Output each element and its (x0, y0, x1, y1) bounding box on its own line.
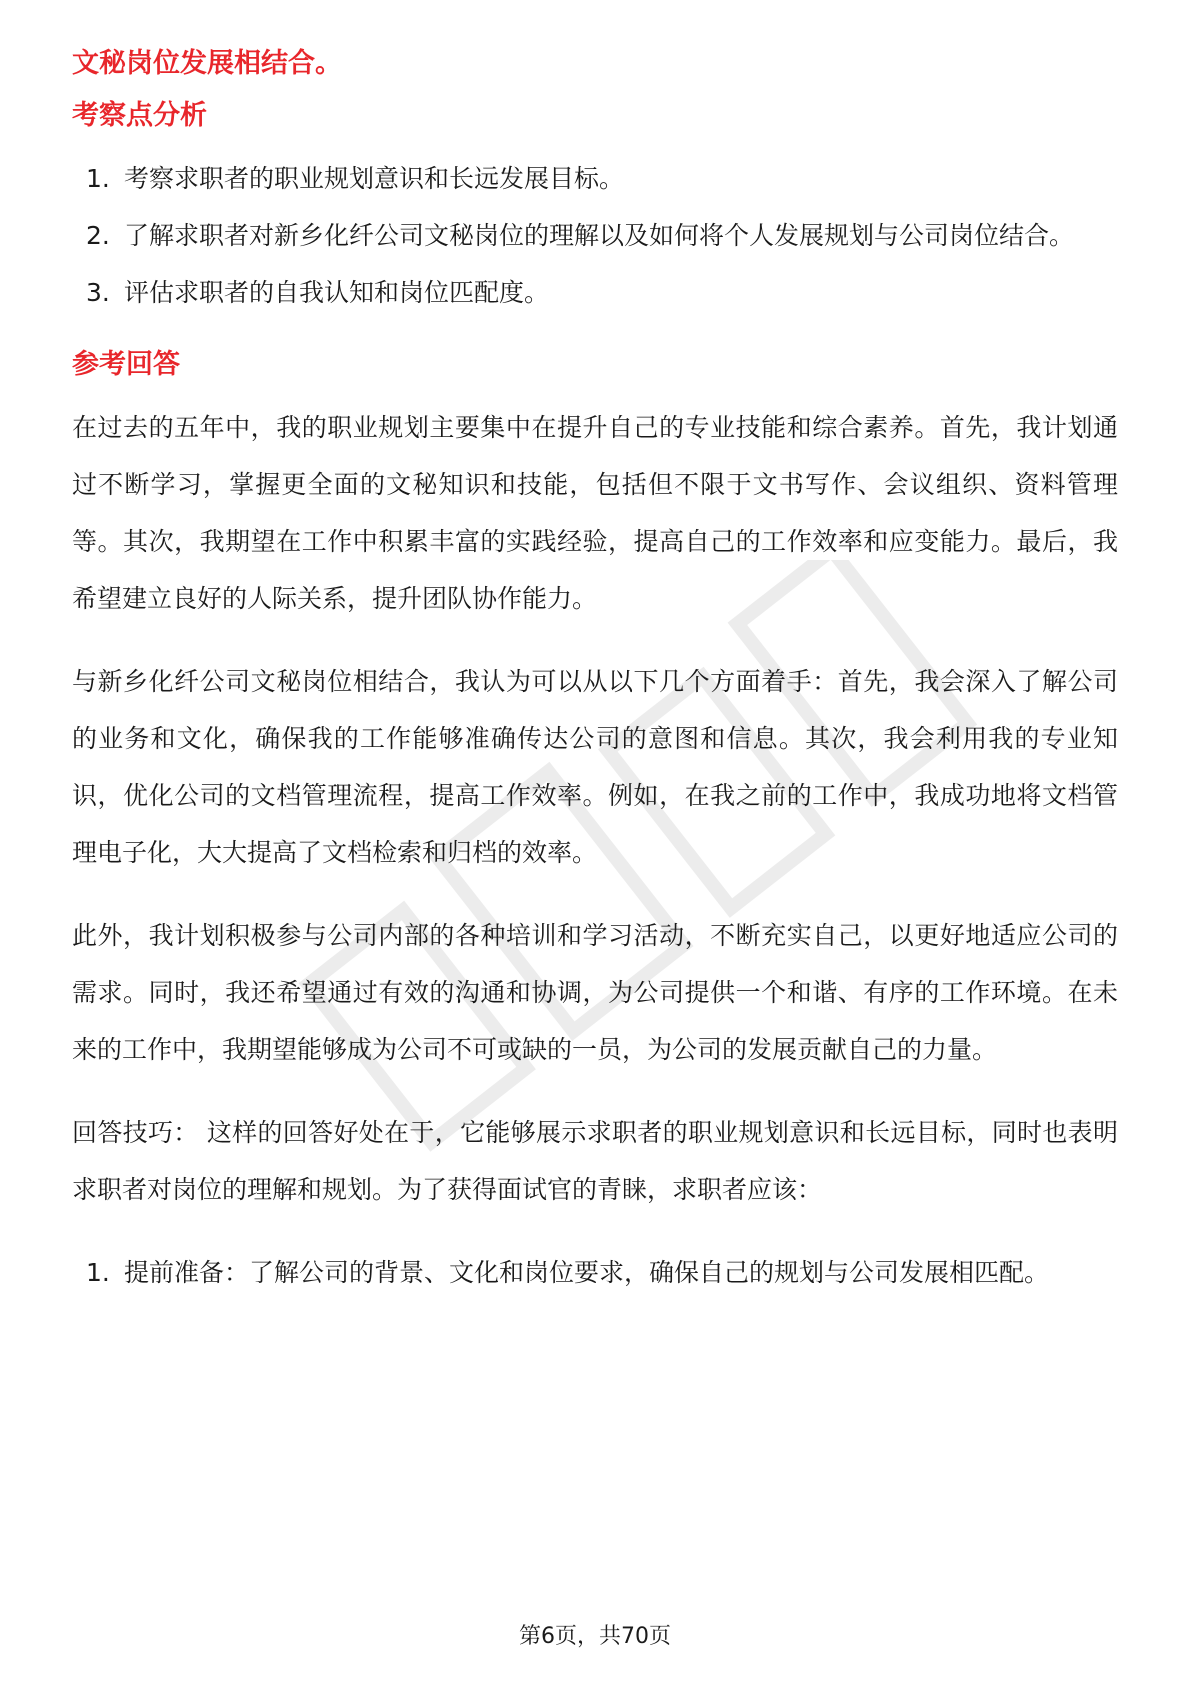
tips-list (72, 1244, 1118, 1301)
answer-paragraph-2: 与新乡化纤公司文秘岗位相结合，我认为可以从以下几个方面着手：首先，我会深入了解公司的业务和文化，确保我的工作能够准确传达公司的意图和信息。其次，我会利用我的专业知识，优化公司的文档管理流程，提高工作效率。例如，在我之前的工作中，我成功地将文档管理电子化，大大提高了文档检索和归档的效率。 (72, 667, 1118, 867)
document-body (72, 44, 1118, 1325)
analysis-list (72, 150, 1118, 321)
list-text: 考察求职者的职业规划意识和长远发展目标。 (124, 164, 625, 193)
list-item (72, 150, 1118, 207)
answer-tips-paragraph: 回答技巧： 这样的回答好处在于，它能够展示求职者的职业规划意识和长远目标，同时也表明求职者对岗位的理解和规划。为了获得面试官的青睐，求职者应该： (72, 1118, 1118, 1204)
list-item (72, 1244, 1118, 1301)
answer-paragraph-3: 此外，我计划积极参与公司内部的各种培训和学习活动，不断充实自己，以更好地适应公司的需求。同时，我还希望通过有效的沟通和协调，为公司提供一个和谐、有序的工作环境。在未来的工作中，我期望能够成为公司不可或缺的一员，为公司的发展贡献自己的力量。 (72, 921, 1118, 1064)
answer-paragraph-1: 在过去的五年中，我的职业规划主要集中在提升自己的专业技能和综合素养。首先，我计划通过不断学习，掌握更全面的文秘知识和技能，包括但不限于文书写作、会议组织、资料管理等。其次，我期望在工作中积累丰富的实践经验，提高自己的工作效率和应变能力。最后，我希望建立良好的人际关系，提升团队协作能力。 (72, 413, 1118, 613)
intro-fragment: 文秘岗位发展相结合。 (72, 48, 342, 79)
list-text: 提前准备：了解公司的背景、文化和岗位要求，确保自己的规划与公司发展相匹配。 (124, 1258, 1050, 1287)
list-number: 1. (86, 164, 110, 193)
section-title-reference-answer: 参考回答 (72, 349, 180, 380)
list-item (72, 264, 1118, 321)
list-number: 3. (86, 278, 110, 307)
list-number: 1. (86, 1258, 110, 1287)
section-title-analysis: 考察点分析 (72, 100, 207, 131)
list-item (72, 207, 1118, 264)
list-number: 2. (86, 221, 110, 250)
list-text: 了解求职者对新乡化纤公司文秘岗位的理解以及如何将个人发展规划与公司岗位结合。 (124, 221, 1075, 250)
list-text: 评估求职者的自我认知和岗位匹配度。 (124, 278, 550, 307)
page-number-footer: 第6页，共70页 (519, 1624, 671, 1649)
